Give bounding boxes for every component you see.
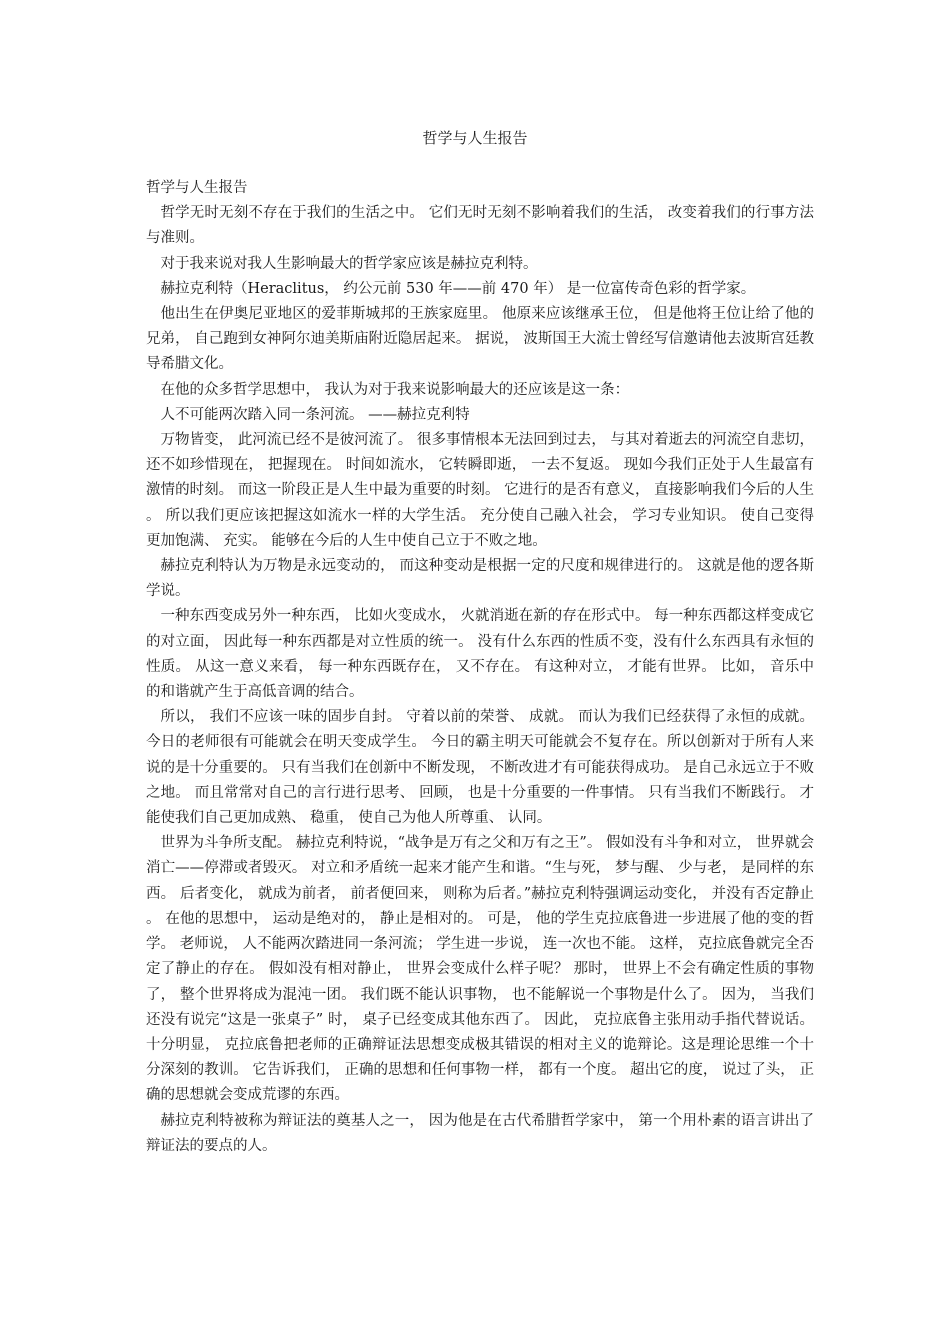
paragraph-quote: 人不可能两次踏入同一条河流。 ——赫拉克利特 xyxy=(160,406,470,423)
paragraph-heading: 哲学与人生报告 xyxy=(146,180,248,196)
page-title: 哲学与人生报告 xyxy=(422,129,528,147)
document-body xyxy=(146,176,814,1159)
paragraph: 他出生在伊奥尼亚地区的爱菲斯城邦的王族家庭里。 他原来应该继承王位， 但是他将王位让给了他的兄弟， 自己跑到女神阿尔迪美斯庙附近隐居起来。 据说， 波斯国王大流士曾经写信邀请他去波斯宫廷教导希腊文化。 xyxy=(146,306,814,373)
paragraph: 世界为斗争所支配。 赫拉克利特说，“战争是万有之父和万有之王”。 假如没有斗争和对立， 世界就会消亡——停滞或者毁灭。 对立和矛盾统一起来才能产生和谐。“生与死， 梦与醒、 少与老， 是同样的东西。 后者变化， 就成为前者， 前者便回来， 则称为后者。”赫拉克利特强调运动变化， 并没有否定静止。 在他的思想中， 运动是绝对的， 静止是相对的。 可是， 他的学生克拉底鲁进一步进展了他的变的哲学。 老师说， 人不能两次踏进同一条河流； 学生进一步说， 连一次也不能。 这样， 克拉底鲁就完全否定了静止的存在。 假如没有相对静止， 世界会变成什么样子呢？ 那时， 世界上不会有确定性质的事物了， 整个世界将成为混沌一团。 我们既不能认识事物， 也不能解说一个事物是什么了。 因为， 当我们还没有说完“这是一张桌子” 时， 桌子已经变成其他东西了。 因此， 克拉底鲁主张用动手指代替说话。 十分明显， 克拉底鲁把老师的正确辩证法思想变成极其错误的相对主义的诡辩论。这是理论思维一个十分深刻的教训。 它告诉我们， 正确的思想和任何事物一样， 都有一个度。 超出它的度， 说过了头， 正确的思想就会变成荒谬的东西。 xyxy=(146,835,814,1104)
paragraph: 所以， 我们不应该一味的固步自封。 守着以前的荣誉、 成就。 而认为我们已经获得了永恒的成就。 今日的老师很有可能就会在明天变成学生。 今日的霸主明天可能就会不复存在。所以创新对于所有人来说的是十分重要的。 只有当我们在创新中不断发现， 不断改进才有可能获得成功。 是自己永远立于不败之地。 而且常常对自己的言行进行思考、 回顾， 也是十分重要的一件事情。 只有当我们不断践行。 才能使我们自己更加成熟、 稳重， 使自己为他人所尊重、 认同。 xyxy=(146,709,814,827)
paragraph: 对于我来说对我人生影响最大的哲学家应该是赫拉克利特。 xyxy=(160,255,538,272)
paragraph: 哲学无时无刻不存在于我们的生活之中。 它们无时无刻不影响着我们的生活， 改变着我们的行事方法与准则。 xyxy=(146,205,814,247)
paragraph: 在他的众多哲学思想中， 我认为对于我来说影响最大的还应该是这一条： xyxy=(160,381,630,398)
paragraph: 一种东西变成另外一种东西， 比如火变成水， 火就消逝在新的存在形式中。 每一种东西都这样变成它的对立面， 因此每一种东西都是对立性质的统一。 没有什么东西的性质不变，没有什么东西具有永恒的性质。 从这一意义来看， 每一种东西既存在， 又不存在。 有这种对立， 才能有世界。 比如， 音乐中的和谐就产生于高低音调的结合。 xyxy=(146,608,814,701)
paragraph: 赫拉克利特认为万物是永远变动的， 而这种变动是根据一定的尺度和规律进行的。 这就是他的逻各斯学说。 xyxy=(146,558,814,600)
paragraph: 赫拉克利特（Heraclitus， 约公元前 530 年——前 470 年） 是一位富传奇色彩的哲学家。 xyxy=(160,280,756,297)
paragraph: 赫拉克利特被称为辩证法的奠基人之一， 因为他是在古代希腊哲学家中， 第一个用朴素的语言讲出了辩证法的要点的人。 xyxy=(146,1112,814,1154)
paragraph: 万物皆变， 此河流已经不是彼河流了。 很多事情根本无法回到过去， 与其对着逝去的河流空自悲切， 还不如珍惜现在， 把握现在。 时间如流水， 它转瞬即逝， 一去不复返。 现如今我们正处于人生最富有激情的时刻。 而这一阶段正是人生中最为重要的时刻。 它进行的是否有意义， 直接影响我们今后的人生。 所以我们更应该把握这如流水一样的大学生活。 充分使自己融入社会， 学习专业知识。 使自己变得更加饱满、 充实。 能够在今后的人生中使自己立于不败之地。 xyxy=(146,432,814,549)
